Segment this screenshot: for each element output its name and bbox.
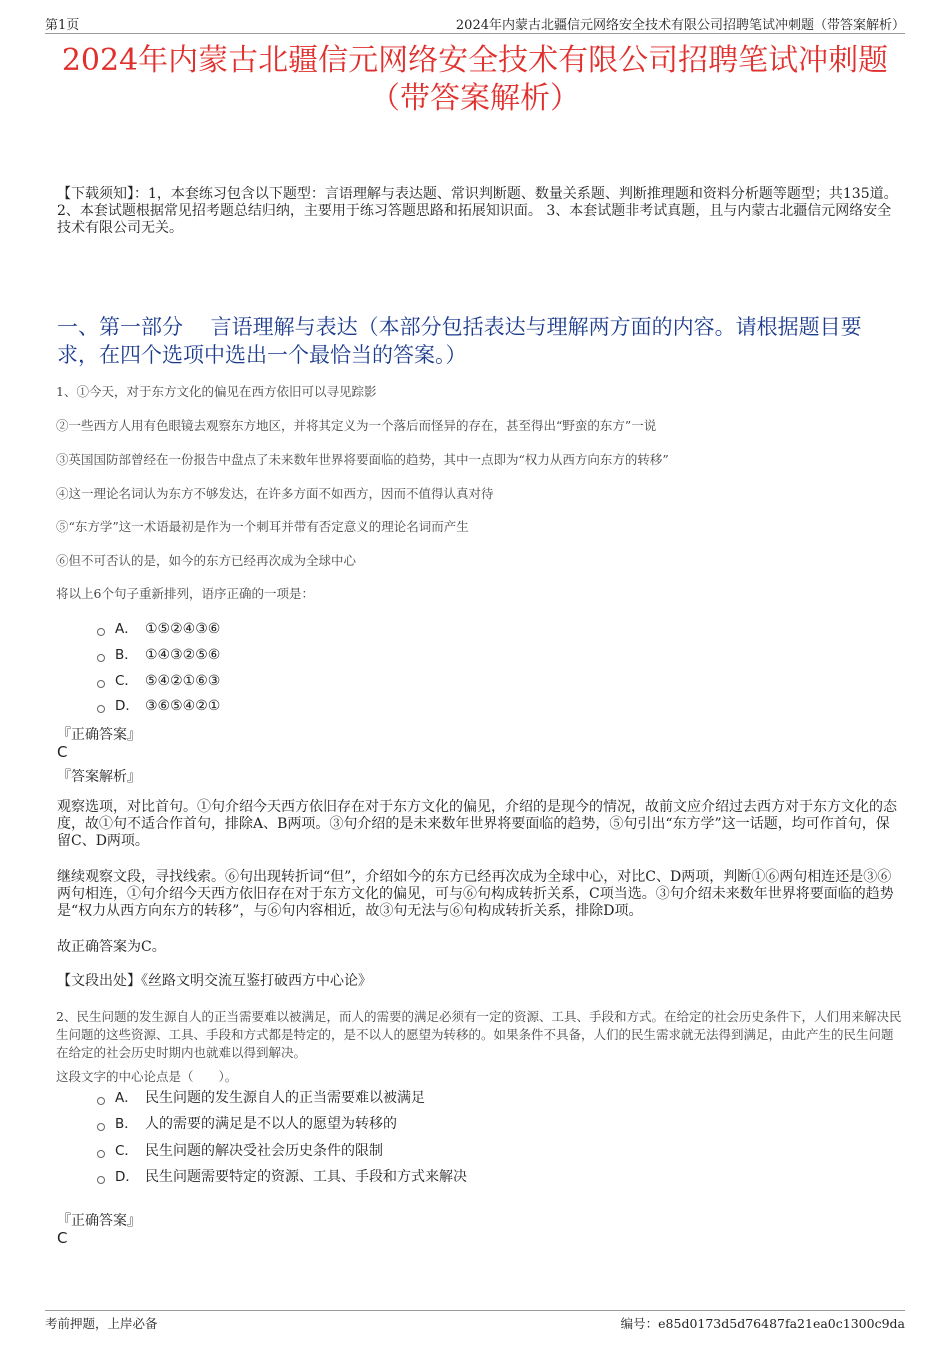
q1-line: ③英国国防部曾经在一份报告中盘点了未来数年世界将要面临的趋势，其中一点即为“权力从西方向东方的转移” [56, 452, 669, 467]
q2-option-c[interactable] [97, 1142, 383, 1160]
radio-icon[interactable] [97, 1097, 105, 1105]
option-letter: D． [115, 698, 139, 714]
answer-value: C [57, 1229, 68, 1247]
q1-option-d[interactable] [97, 697, 220, 715]
q1-line: ⑥但不可否认的是，如今的东方已经再次成为全球中心 [56, 553, 357, 568]
running-title: 2024年内蒙古北疆信元网络安全技术有限公司招聘笔试冲刺题（带答案解析） [455, 18, 905, 33]
option-letter: B． [115, 1116, 138, 1132]
option-text: ③⑥⑤④②① [145, 698, 221, 714]
analysis-paragraph: 观察选项，对比首句。①句介绍今天西方依旧存在对于东方文化的偏见，介绍的是现今的情况，故前文应介绍过去西方对于东方文化的态度，故①句不适合作首句，排除A、B两项。③句介绍的是未来数年世界将要面临的趋势，⑤句引出“东方学”这一话题，均可作首句，保留C、D两项。 [57, 799, 897, 849]
radio-icon[interactable] [97, 1123, 105, 1131]
option-letter: A． [115, 621, 138, 637]
option-text: ①④③②⑤⑥ [145, 647, 221, 663]
q1-line: 1、①今天，对于东方文化的偏见在西方依旧可以寻见踪影 [56, 384, 377, 399]
option-letter: B． [115, 647, 138, 663]
title-line-1: 2024年内蒙古北疆信元网络安全技术有限公司招聘笔试冲刺题 [61, 43, 889, 78]
header-rule [45, 33, 905, 34]
q2-prompt: 这段文字的中心论点是（ ）。 [56, 1069, 238, 1084]
option-text: 民生问题的发生源自人的正当需要难以被满足 [145, 1090, 425, 1106]
footer-rule [45, 1310, 905, 1311]
q2-option-b[interactable] [97, 1115, 397, 1133]
radio-icon[interactable] [97, 680, 105, 688]
radio-icon[interactable] [97, 705, 105, 713]
option-letter: D． [115, 1169, 139, 1185]
document-id: 编号：e85d0173d5d76487fa21ea0c1300c9da [620, 1316, 905, 1331]
q1-line: ②一些西方人用有色眼镜去观察东方地区，并将其定义为一个落后而怪异的存在，甚至得出“野蛮的东方”一说 [56, 418, 657, 433]
analysis-label: 『答案解析』 [57, 769, 141, 785]
q1-line: ④这一理论名词认为东方不够发达，在许多方面不如西方，因而不值得认真对待 [56, 486, 494, 501]
option-letter: C． [115, 1143, 138, 1159]
option-text: 民生问题需要特定的资源、工具、手段和方式来解决 [145, 1169, 467, 1185]
answer-label: 『正确答案』 [57, 1213, 141, 1229]
radio-icon[interactable] [97, 654, 105, 662]
title-line-2: （带答案解析） [370, 81, 580, 116]
q2-stem: 2、民生问题的发生源自人的正当需要难以被满足，而人的需要的满足必须有一定的资源、工具、手段和方式。在给定的社会历史条件下，人们用来解决民生问题的这些资源、工具、手段和方式都是特定的，是不以人的愿望为转移的。如果条件不具备，人们的民生需求就无法得到满足，由此产生的民生问题在给定的社会历史时期内也就难以得到解决。 [56, 1009, 902, 1060]
footer-slogan: 考前押题，上岸必备 [45, 1316, 158, 1331]
q1-line: ⑤“东方学”这一术语最初是作为一个刺耳并带有否定意义的理论名词而产生 [56, 519, 469, 534]
q2-option-d[interactable] [97, 1168, 467, 1186]
q1-option-c[interactable] [97, 672, 220, 690]
radio-icon[interactable] [97, 628, 105, 636]
document-title [45, 42, 905, 118]
option-text: 人的需要的满足是不以人的愿望为转移的 [145, 1116, 397, 1132]
option-text: ①⑤②④③⑥ [145, 621, 221, 637]
q1-option-a[interactable] [97, 620, 220, 638]
option-text: 民生问题的解决受社会历史条件的限制 [145, 1143, 383, 1159]
answer-label: 『正确答案』 [57, 727, 141, 743]
analysis-paragraph: 继续观察文段，寻找线索。⑥句出现转折词“但”，介绍如今的东方已经再次成为全球中心，对比C、D两项，判断①⑥两句相连还是③⑥两句相连，①句介绍今天西方依旧存在对于东方文化的偏见，可与⑥句构成转折关系，C项当选。③句介绍未来数年世界将要面临的趋势是“权力从西方向东方的转移”，与⑥句内容相近，故③句无法与⑥句构成转折关系，排除D项。 [57, 869, 894, 919]
radio-icon[interactable] [97, 1176, 105, 1184]
radio-icon[interactable] [97, 1150, 105, 1158]
option-text: ⑤④②①⑥③ [145, 673, 221, 689]
answer-value: C [57, 743, 68, 761]
source-citation: 【文段出处】《丝路文明交流互鉴打破西方中心论》 [57, 973, 372, 989]
q1-option-b[interactable] [97, 646, 220, 664]
option-letter: C． [115, 673, 138, 689]
section-heading: 一、第一部分 言语理解与表达（本部分包括表达与理解两方面的内容。请根据题目要求，在四个选项中选出一个最恰当的答案。） [57, 315, 862, 367]
option-letter: A． [115, 1090, 138, 1106]
q2-option-a[interactable] [97, 1089, 425, 1107]
q1-prompt: 将以上6个句子重新排列，语序正确的一项是： [56, 586, 314, 601]
download-notice: 【下载须知】：1，本套练习包含以下题型：言语理解与表达题、常识判断题、数量关系题、判断推理题和资料分析题等题型；共135道。 2、本套试题根据常见招考题总结归纳，主要用于练习答题思路和拓展知识面。 3、本套试题非考试真题，且与内蒙古北疆信元网络安全技术有限公司无关。 [57, 186, 898, 236]
page-number: 第1页 [45, 18, 80, 33]
analysis-conclusion: 故正确答案为C。 [57, 939, 166, 955]
